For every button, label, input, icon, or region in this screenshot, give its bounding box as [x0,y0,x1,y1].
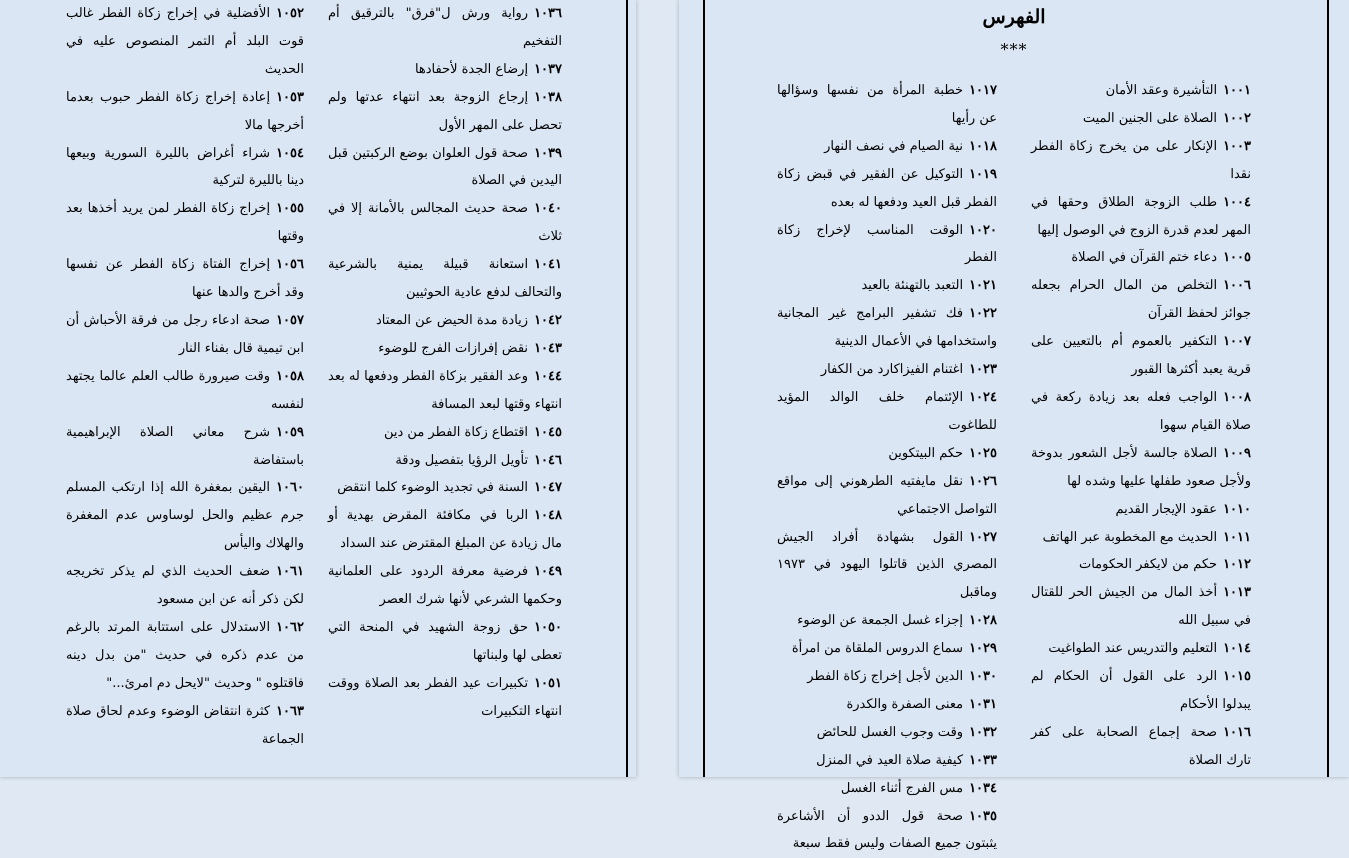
index-entry [328,56,562,84]
entry-number: ١٠١٤ [1223,641,1251,657]
entry-number: ١٠٣١ [969,696,997,712]
index-entry [777,356,997,384]
entry-title: القول بشهادة أفراد الجيش المصري الذين قاتلوا اليهود في ١٩٧٣ وماقبل [777,529,997,601]
index-entry [1031,328,1251,384]
entry-number: ١٠٥٨ [276,368,304,384]
entry-title: إرضاع الجدة لأحفادها [414,61,529,77]
index-entry [66,698,304,754]
entry-number: ١٠٥٢ [276,6,304,21]
entry-number: ١٠٠٨ [1223,389,1251,405]
entry-number: ١٠٤٤ [534,368,562,384]
entry-title: سماع الدروس الملقاة من امرأة [791,641,964,657]
entry-number: ١٠١٧ [969,83,997,98]
index-entry [66,307,304,363]
index-entry [66,0,304,84]
index-entry [777,217,997,273]
index-entry [1031,133,1251,189]
entry-title: كثرة انتقاض الوضوء وعدم لحاق صلاة الجماعة [66,703,304,747]
entry-title: رواية ورش ل"فرق" بالترقيق أم التفخيم [328,6,562,49]
entry-number: ١٠٢٢ [969,306,997,322]
entry-title: صحة حديث المجالس بالأمانة إلا في ثلاث [328,201,562,245]
index-entry [1031,496,1251,524]
entry-title: وقت وجوب الغسل للحائض [816,724,964,740]
entry-title: زيادة مدة الحيض عن المعتاد [375,312,529,328]
entry-number: ١٠٢٠ [969,222,997,238]
right-page [679,0,1349,852]
entry-number: ١٠٤٧ [534,480,562,496]
entry-number: ١٠٤٠ [534,201,562,217]
index-entry [1031,719,1251,775]
entry-title: الحديث مع المخطوبة عبر الهاتف [1042,529,1218,545]
entry-title: شرح معاني الصلاة الإبراهيمية باستفاضة [66,424,304,468]
entry-number: ١٠٠٣ [1223,138,1251,154]
entry-number: ١٠٤٨ [534,508,562,524]
entry-title: اغتنام الفيزاكارد من الكفار [820,362,964,378]
entry-number: ١٠٣٢ [969,724,997,740]
entry-title: إخراج الفتاة زكاة الفطر عن نفسها وقد أخرج والدها عنها [66,257,304,301]
index-entry [328,558,562,614]
entry-number: ١٠٣٩ [534,145,562,161]
entry-number: ١٠١٢ [1223,557,1251,573]
index-entry [66,84,304,140]
entry-number: ١٠٤١ [534,257,562,273]
entry-number: ١٠١٦ [1223,724,1251,740]
index-entry [328,84,562,140]
entry-title: التعليم والتدريس عند الطواغيت [1048,641,1218,657]
entry-title: الصلاة جالسة لأجل الشعور بدوخة ولأجل صعود طفلها عليها وشده لها [1031,445,1251,489]
entry-number: ١٠٢١ [969,278,997,294]
index-entry [777,300,997,356]
entry-title: نقل مايفتيه الطرهوني إلى مواقع التواصل الاجتماعي [777,473,997,517]
entry-title: الرد على القول أن الحكام لم يبدلوا الأحكام [1031,669,1251,712]
entry-title: الأفضلية في إخراج زكاة الفطر غالب قوت البلد أم التمر المنصوص عليه في الحديث [66,6,304,77]
entry-title: صحة قول العلوان بوضع الركبتين قبل اليدين في الصلاة [328,145,562,189]
index-entry [66,251,304,307]
entry-title: التأشيرة وعقد الأمان [1105,83,1218,98]
entry-number: ١٠٣٣ [969,752,997,768]
entry-number: ١٠٢٧ [969,529,997,545]
entry-number: ١٠٠٩ [1223,445,1251,461]
index-entry [66,195,304,251]
index-entry [328,447,562,475]
entry-number: ١٠٦٢ [276,619,304,635]
entry-title: التخلص من المال الحرام بجعله جوائز لحفظ القرآن [1031,278,1251,322]
entry-title: الواجب فعله بعد زيادة ركعة في صلاة القيام سهوا [1031,389,1251,433]
index-entry [66,474,304,558]
entry-number: ١٠٢٨ [969,613,997,629]
entry-title: إخراج زكاة الفطر لمن يريد أخذها بعد وقتها [66,201,304,245]
entry-number: ١٠١٣ [1223,585,1251,601]
entry-title: مس الفرج أثناء الغسل [840,780,964,796]
entry-number: ١٠٠١ [1223,83,1251,98]
entry-number: ١٠٤٢ [534,312,562,328]
index-entry [328,0,562,56]
entry-title: حق زوجة الشهيد في المنحة التي تعطى لها ولبناتها [328,619,562,663]
entry-number: ١٠٤٩ [534,564,562,580]
entry-number: ١٠٠٢ [1223,110,1251,126]
entry-number: ١٠٠٦ [1223,278,1251,294]
entry-title: الاستدلال على استتابة المرتد بالرغم من عدم ذكره في حديث "من بدل دينه فاقتلوه " وحديث "لايحل دم امرئ..." [66,619,304,691]
entry-number: ١٠٠٥ [1223,250,1251,266]
entry-number: ١٠٢٦ [969,473,997,489]
index-entry [328,670,562,726]
index-entry [66,614,304,698]
entry-number: ١٠٦٠ [276,480,304,496]
index-entry [1031,635,1251,663]
entry-title: الوقت المناسب لإخراج زكاة الفطر [777,222,997,266]
entry-title: نية الصيام في نصف النهار [824,138,964,154]
index-entry [777,775,997,803]
title-separator: *** [1000,40,1028,59]
index-entry [777,719,997,747]
index-entry [777,161,997,217]
index-entry [66,363,304,419]
entry-title: استعانة قبيلة يمنية بالشرعية والتحالف لدفع عادية الحوثيين [328,257,562,301]
index-entry [777,133,997,161]
index-entry [328,140,562,196]
entry-number: ١٠٢٤ [969,389,997,405]
entry-title: التوكيل عن الفقير في قبض زكاة الفطر قبل العيد ودفعها له بعده [777,166,997,210]
index-entry [777,747,997,775]
entry-title: شراء أغراض بالليرة السورية وبيعها دينا بالليرة لتركية [66,145,304,189]
index-entry [1031,384,1251,440]
entry-title: خطبة المرأة من نفسها وسؤالها عن رأيها [777,83,997,126]
index-entry [328,251,562,307]
entry-title: وقت صيرورة طالب العلم عالما يجتهد لنفسه [66,368,304,412]
entry-title: صحة إجماع الصحابة على كفر تارك الصلاة [1031,724,1251,768]
entry-number: ١٠٥٩ [276,424,304,440]
index-entry [777,607,997,635]
index-entry [777,524,997,608]
entry-number: ١٠٥٥ [276,201,304,217]
entry-number: ١٠٦١ [276,564,304,580]
entry-title: اقتطاع زكاة الفطر من دين [384,424,529,440]
index-entry [777,691,997,719]
index-entry [1031,189,1251,245]
entry-title: نقض إفرازات الفرج للوضوء [378,340,529,356]
entry-number: ١٠٥٣ [276,89,304,105]
index-entry [328,195,562,251]
index-entry [66,419,304,475]
entry-number: ١٠١١ [1223,529,1251,545]
entry-number: ١٠٣٨ [534,89,562,105]
entry-number: ١٠٢٥ [969,445,997,461]
index-entry [1031,272,1251,328]
entry-number: ١٠١٠ [1223,501,1251,517]
entry-title: حكم البيتكوين [888,445,964,461]
index-entry [1031,105,1251,133]
entry-number: ١٠٤٥ [534,424,562,440]
index-entry [1031,524,1251,552]
entry-title: الربا في مكافئة المقرض بهدية أو مال زيادة عن المبلغ المقترض عند السداد [328,508,562,552]
entry-title: الصلاة على الجنين الميت [1082,110,1218,126]
entry-number: ١٠٢٩ [969,641,997,657]
entry-title: فك تشفير البرامج غير المجانية واستخدامها في الأعمال الدينية [777,306,997,350]
entry-number: ١٠٤٣ [534,340,562,356]
entry-number: ١٠٠٧ [1223,334,1251,350]
left-page [0,0,636,777]
index-entry [777,272,997,300]
entry-title: إجزاء غسل الجمعة عن الوضوء [797,613,964,629]
entry-number: ١٠٤٦ [534,452,562,468]
entry-number: ١٠٥٠ [534,619,562,635]
entry-title: الدين لأجل إخراج زكاة الفطر [807,669,964,685]
entry-number: ١٠١٩ [969,166,997,182]
index-title: الفهرس [982,6,1046,28]
entry-title: صحة قول الددو أن الأشاعرة يثبتون جميع الصفات وليس فقط سبعة [777,808,997,852]
entry-title: تكبيرات عيد الفطر بعد الصلاة ووقت انتهاء التكبيرات [328,675,562,719]
entry-number: ١٠١٥ [1223,669,1251,685]
index-entry [777,803,997,858]
entry-title: حكم من لايكفر الحكومات [1078,557,1218,573]
index-entry [777,663,997,691]
entry-title: طلب الزوجة الطلاق وحقها في المهر لعدم قدرة الزوج في الوصول إليها [1031,194,1251,238]
entry-number: ١٠٥١ [534,675,562,691]
index-entry [328,307,562,335]
index-entry [1031,244,1251,272]
entry-number: ١٠٣٠ [969,669,997,685]
entry-title: عقود الإيجار القديم [1115,501,1218,517]
index-entry [328,335,562,363]
entry-title: الإنكار على من يخرج زكاة الفطر نقدا [1031,138,1251,182]
index-entry [328,474,562,502]
entry-number: ١٠٣٧ [534,61,562,77]
entry-number: ١٠١٨ [969,138,997,154]
index-entry [66,558,304,614]
entry-title: التعبد بالتهنئة بالعيد [861,278,964,294]
entry-title: صحة ادعاء رجل من فرقة الأحباش أن ابن تيمية قال بفناء النار [66,312,304,356]
entry-title: التكفير بالعموم أم بالتعيين على قرية يعبد أكثرها القبور [1031,334,1251,378]
entry-title: الإئتمام خلف الوالد المؤيد للطاغوت [777,389,997,433]
right-page-right-column [1031,77,1251,775]
entry-title: السنة في تجديد الوضوء كلما انتقض [337,480,529,496]
entry-number: ١٠٢٣ [969,362,997,378]
index-entry [777,635,997,663]
entry-number: ١٠٥٧ [276,312,304,328]
entry-title: إرجاع الزوجة بعد انتهاء عدتها ولم تحصل على المهر الأول [328,89,562,133]
index-entry [1031,440,1251,496]
entry-title: ضعف الحديث الذي لم يذكر تخريجه لكن ذكر أنه عن ابن مسعود [66,564,304,608]
index-entry [328,363,562,419]
entry-number: ١٠٣٦ [534,6,562,21]
entry-title: كيفية صلاة العيد في المنزل [816,752,964,768]
entry-number: ١٠٦٣ [276,703,304,719]
entry-number: ١٠٣٤ [969,780,997,796]
entry-title: أخذ المال من الجيش الحر للقتال في سبيل الله [1031,585,1251,629]
index-entry [328,614,562,670]
entry-title: إعادة إخراج زكاة الفطر حبوب بعدما أخرجها مالا [66,89,304,133]
entry-title: معنى الصفرة والكدرة [846,696,964,712]
entry-title: دعاء ختم القرآن في الصلاة [1071,250,1218,266]
left-page-right-column [328,0,562,726]
entry-number: ١٠٠٤ [1223,194,1251,210]
entry-number: ١٠٣٥ [969,808,997,824]
index-entry [777,384,997,440]
index-entry [777,77,997,133]
index-entry [1031,551,1251,579]
index-entry [777,440,997,468]
index-entry [777,468,997,524]
entry-title: فرضية معرفة الردود على العلمانية وحكمها الشرعي لأنها شرك العصر [328,564,562,608]
entry-title: وعد الفقير بزكاة الفطر ودفعها له بعد انتهاء وقتها لبعد المسافة [328,368,562,412]
index-entry [328,419,562,447]
entry-number: ١٠٥٦ [276,257,304,273]
index-entry [1031,77,1251,105]
entry-title: اليقين بمغفرة الله إذا ارتكب المسلم جرم عظيم والحل لوساوس عدم المغفرة والهلاك واليأس [66,480,304,552]
index-entry [1031,663,1251,719]
entry-title: تأويل الرؤيا بتفصيل ودقة [395,452,529,468]
index-entry [1031,579,1251,635]
left-page-left-column [66,0,304,753]
index-entry [66,140,304,196]
right-page-left-column [777,77,997,858]
index-entry [328,502,562,558]
entry-number: ١٠٥٤ [276,145,304,161]
